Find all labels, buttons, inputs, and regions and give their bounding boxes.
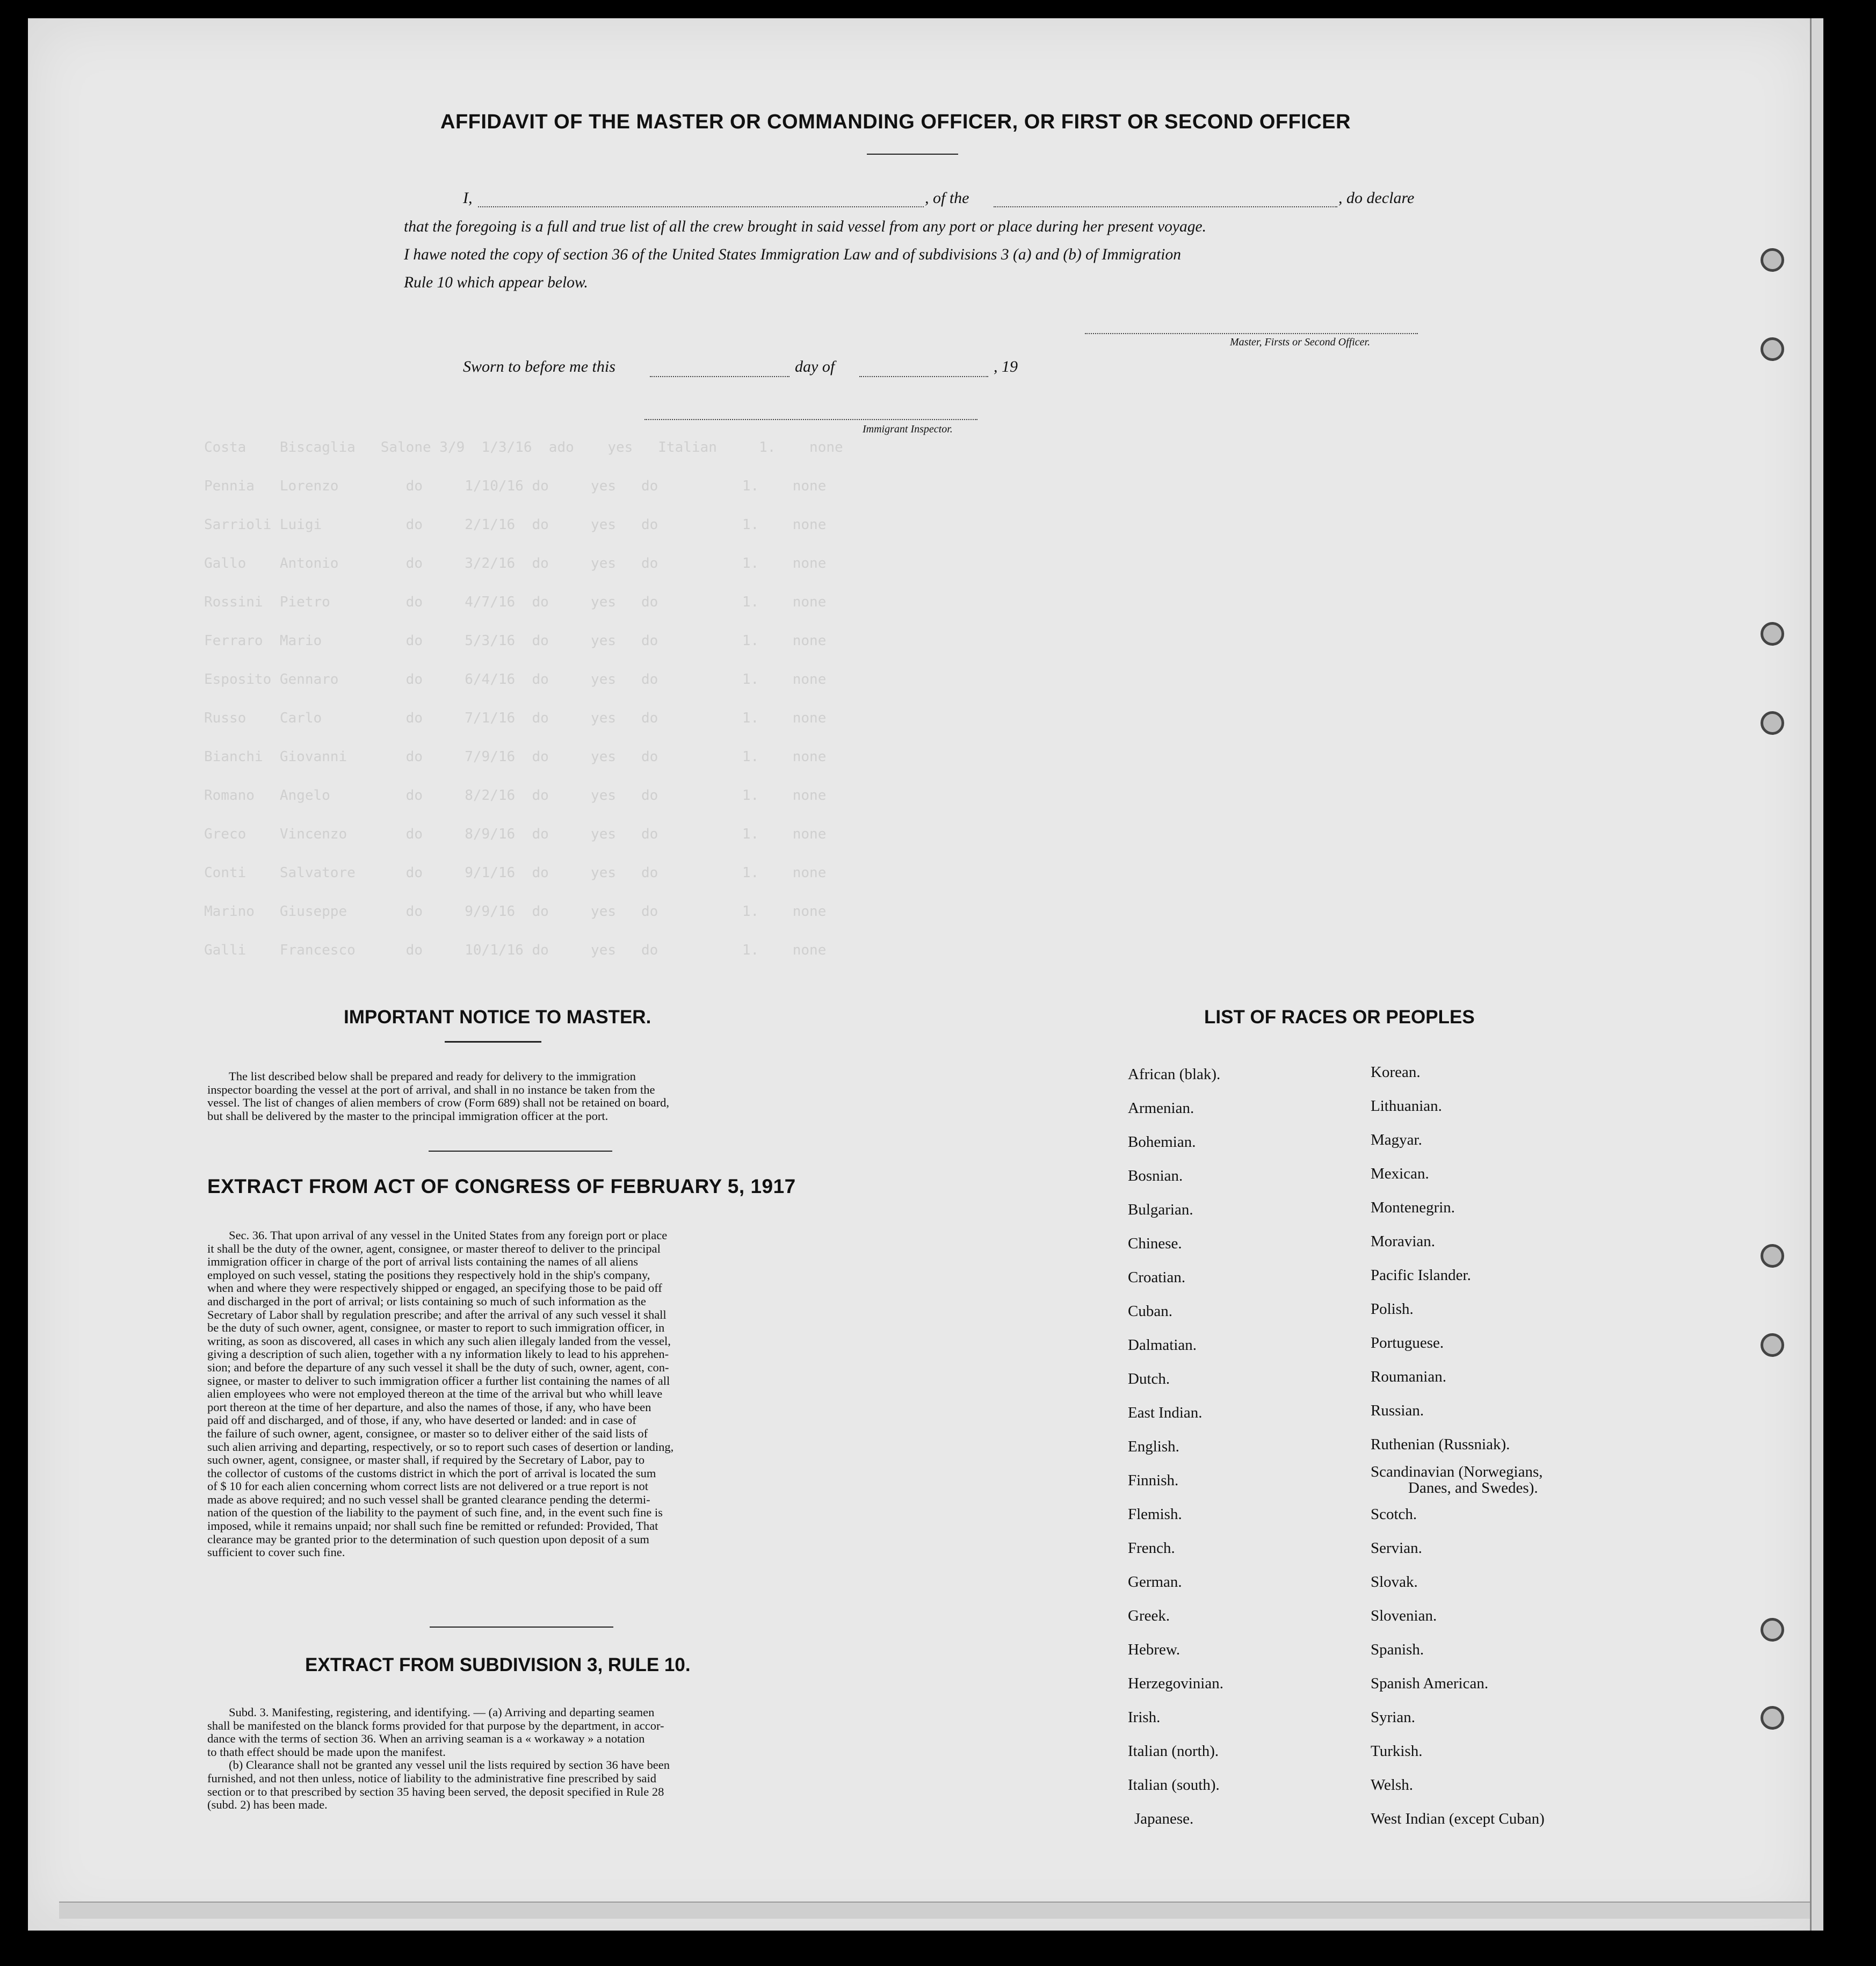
act-text: Sec. 36. That upon arrival of any vessel in the United States from any foreign port or place it shall be the duty of the owner, agent, consignee, or master thereof to deliver to the principal immigration officer in charge of the port of arrival lists containing the names of all aliens employed on such vessel, stating the positions they respectively hold in the ship's company, when and where they were respectively shipped or engaged, an specifying those to be paid off and discharged in the port of arrival; or lists containing so much of such information as the Secretary of Labor shall by regulation prescribe; and after the arrival of any such vessel it shall be the duty of such owner, agent, consignee, or master to report to such immigration officer, in writing, as soon as discovered, all cases in which any such alien illegaly landed from the vessel, giving a description of such alien, together with a ny information likely to lead to his apprehen- sion; and before the departure of any such vessel it shall be the duty of such, owner, agent, con- signee, or master to deliver to such immigration officer a further list containing the names of all alien employees who were not employed thereon at the time of the arrival but who whill leave port thereon at the time of her departure, and also the names of those, if any, who have been paid off and discharged, and of those, if any, who have deserted or landed: and in case of the failure of such owner, agent, consignee, or master so to deliver either of the said lists of such alien arriving and departing, respectively, or so to report such cases of desertion or landing, such owner, agent, consignee, or master shall, if required by the Secretary of Labor, pay to the collector of customs of the customs district in which the port of arrival is located the sum of $ 10 for each alien concerning whom correct lists are not delivered or a true report is not made as above required; and no such vessel shall be granted clearance pending the determi- nation of the question of the liability to the payment of such fine, and, in the event such fine is imposed, while it remains unpaid; nor shall such fine be remitted or refunded: Provided, That clearance may be granted prior to the determination of such question upon deposit of a sum sufficient to cover such fine.	[207, 1228, 674, 1559]
punch-hole-icon	[1761, 711, 1784, 735]
section-divider	[429, 1151, 612, 1152]
sworn-month-field[interactable]	[859, 376, 988, 377]
race-item: Servian.	[1371, 1539, 1422, 1557]
affidavit-title: AFFIDAVIT OF THE MASTER OR COMMANDING OFFICER, OR FIRST OR SECOND OFFICER	[440, 111, 1351, 133]
race-item: Hebrew.	[1128, 1641, 1180, 1658]
document-page	[28, 18, 1816, 1931]
race-item: Herzegovinian.	[1128, 1675, 1223, 1692]
page-edge	[1810, 18, 1823, 1931]
race-item: Spanish.	[1371, 1641, 1424, 1658]
race-item: Turkish.	[1371, 1743, 1423, 1760]
race-item: Dalmatian.	[1128, 1336, 1197, 1354]
affidavit-text-line: Rule 10 which appear below.	[404, 274, 588, 291]
vessel-name-field[interactable]	[994, 206, 1337, 207]
race-item: Scandinavian (Norwegians,	[1371, 1463, 1543, 1480]
race-item: Chinese.	[1128, 1235, 1182, 1252]
punch-hole-icon	[1761, 248, 1784, 272]
race-item: Welsh.	[1371, 1776, 1414, 1794]
race-item: African (blak).	[1128, 1066, 1221, 1083]
notice-ornament	[445, 1041, 541, 1043]
race-item: Dutch.	[1128, 1370, 1170, 1387]
race-item: Slovenian.	[1371, 1607, 1437, 1624]
race-item: Italian (south).	[1128, 1776, 1220, 1794]
punch-hole-icon	[1761, 1618, 1784, 1642]
race-item: Cuban.	[1128, 1303, 1172, 1320]
year-label: , 19	[994, 358, 1018, 375]
race-item: Polish.	[1371, 1300, 1414, 1318]
race-item: Flemish.	[1128, 1506, 1182, 1523]
master-signature-field[interactable]	[1085, 333, 1418, 334]
notice-title: IMPORTANT NOTICE TO MASTER.	[344, 1007, 651, 1028]
race-item: Scotch.	[1371, 1506, 1417, 1523]
inspector-signature-field[interactable]	[644, 419, 977, 420]
race-item: Danes, and Swedes).	[1408, 1479, 1538, 1497]
race-item: Syrian.	[1371, 1709, 1415, 1726]
day-of-label: day of	[795, 358, 835, 375]
race-item: Mexican.	[1371, 1165, 1429, 1182]
race-item: Japanese.	[1134, 1810, 1194, 1827]
race-item: West Indian (except Cuban)	[1371, 1810, 1545, 1827]
title-rule	[867, 154, 958, 155]
affidavit-text-line: that the foregoing is a full and true list of all the crew brought in said vessel from any port or place during her present voyage.	[404, 218, 1206, 235]
race-item: Greek.	[1128, 1607, 1170, 1624]
race-item: Spanish American.	[1371, 1675, 1489, 1692]
master-caption: Master, Firsts or Second Officer.	[1230, 336, 1371, 348]
race-item: Magyar.	[1371, 1131, 1422, 1148]
punch-hole-icon	[1761, 337, 1784, 361]
race-item: Russian.	[1371, 1402, 1424, 1419]
affiant-label: I,	[463, 189, 473, 207]
race-item: German.	[1128, 1573, 1182, 1591]
rule-title: EXTRACT FROM SUBDIVISION 3, RULE 10.	[305, 1654, 691, 1675]
races-title: LIST OF RACES OR PEOPLES	[1204, 1007, 1475, 1028]
section-divider	[430, 1627, 613, 1628]
punch-hole-icon	[1761, 1244, 1784, 1268]
race-item: Bosnian.	[1128, 1167, 1183, 1184]
sworn-day-field[interactable]	[650, 376, 789, 377]
declare-label: , do declare	[1338, 189, 1415, 207]
race-item: French.	[1128, 1539, 1175, 1557]
race-item: Bohemian.	[1128, 1133, 1196, 1151]
race-item: Ruthenian (Russniak).	[1371, 1436, 1510, 1453]
race-item: Bulgarian.	[1128, 1201, 1193, 1218]
race-item: Irish.	[1128, 1709, 1161, 1726]
race-item: Slovak.	[1371, 1573, 1418, 1591]
race-item: Lithuanian.	[1371, 1097, 1442, 1115]
race-item: Roumanian.	[1371, 1368, 1446, 1385]
race-item: Finnish.	[1128, 1472, 1179, 1489]
act-title: EXTRACT FROM ACT OF CONGRESS OF FEBRUARY 5, 1917	[207, 1175, 796, 1197]
inspector-caption: Immigrant Inspector.	[863, 423, 953, 435]
vessel-label: , of the	[925, 189, 969, 207]
race-item: Italian (north).	[1128, 1743, 1219, 1760]
punch-hole-icon	[1761, 1706, 1784, 1730]
race-item: Moravian.	[1371, 1233, 1435, 1250]
race-item: Portuguese.	[1371, 1334, 1444, 1351]
punch-hole-icon	[1761, 622, 1784, 646]
race-item: East Indian.	[1128, 1404, 1203, 1421]
race-item: English.	[1128, 1438, 1179, 1455]
affidavit-text-line: I hawe noted the copy of section 36 of the United States Immigration Law and of subdivisions 3 (a) and (b) of Immigration	[404, 246, 1181, 263]
page-bottom-edge	[59, 1902, 1810, 1919]
race-item: Korean.	[1371, 1064, 1421, 1081]
race-item: Croatian.	[1128, 1269, 1186, 1286]
notice-text: The list described below shall be prepared and ready for delivery to the immigration inspector boarding the vessel at the port of arrival, and shall in no instance be taken from the vessel. The list of changes of alien members of crow (Form 689) shall not be retained on board, but shall be delivered by the master to the principal immigration officer at the port.	[207, 1069, 669, 1123]
rule-text: Subd. 3. Manifesting, registering, and identifying. — (a) Arriving and departing seamen shall be manifested on the blanck forms provided for that purpose by the department, in accor- dance with the terms of section 36. When an arriving seaman is a « workaway » a notation to thath effect should be made upon the manifest. (b) Clearance shall not be granted any vessel unil the lists required by section 36 have been furnished, and not then unless, notice of liability to the administrative fine prescribed by said section or to that prescribed by section 35 having been served, the deposit specified in Rule 28 (subd. 2) has been made.	[207, 1705, 670, 1812]
race-item: Pacific Islander.	[1371, 1267, 1471, 1284]
race-item: Montenegrin.	[1371, 1199, 1455, 1216]
race-item: Armenian.	[1128, 1100, 1194, 1117]
sworn-label: Sworn to before me this	[463, 358, 615, 375]
affiant-name-field[interactable]	[478, 206, 924, 207]
punch-hole-icon	[1761, 1333, 1784, 1357]
